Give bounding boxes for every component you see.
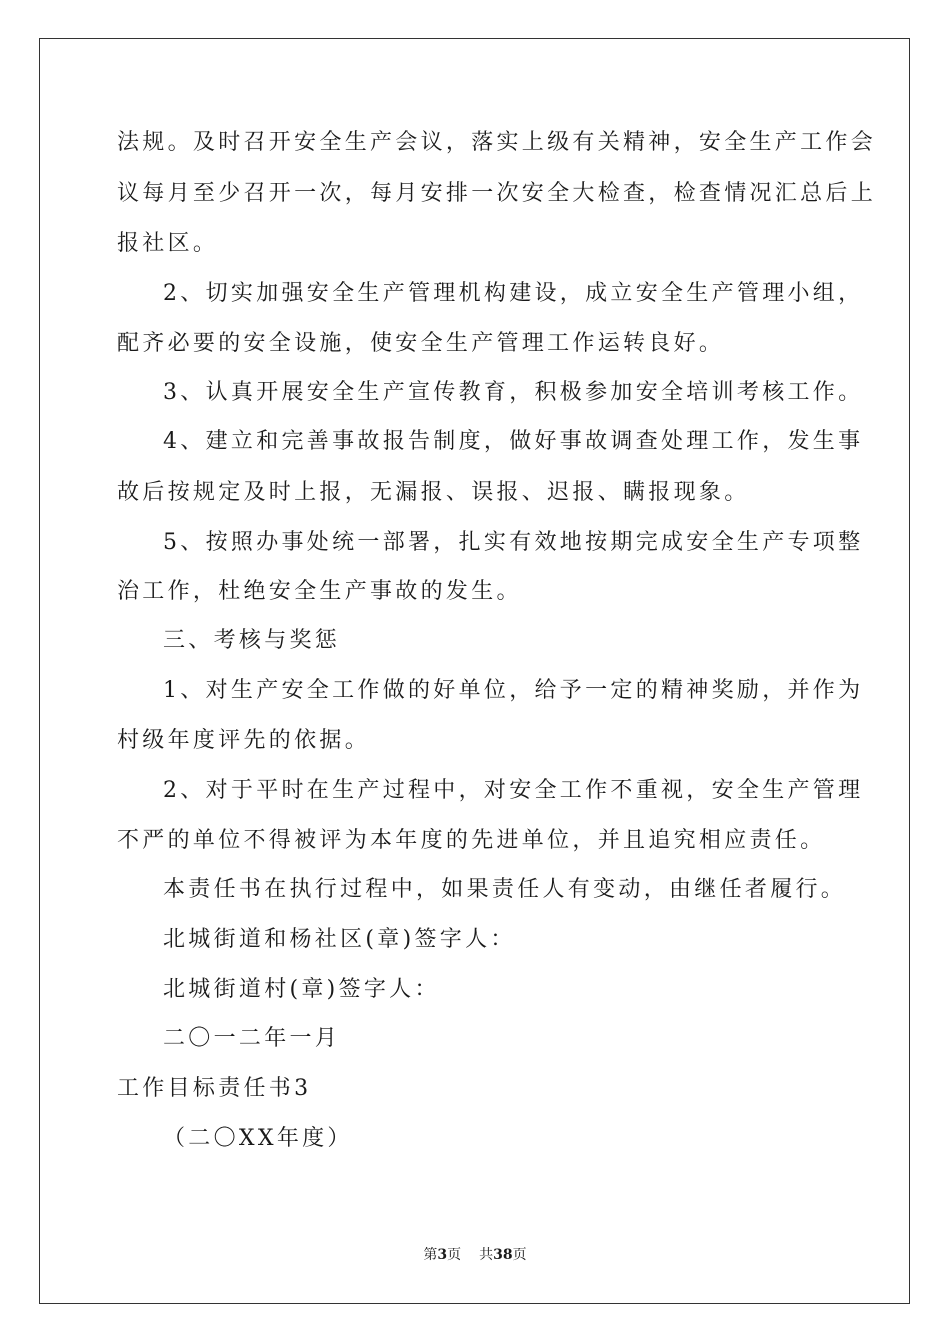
paragraph-line: 议每月至少召开一次，每月安排一次安全大检查，检查情况汇总后上 xyxy=(117,181,877,206)
paragraph-line: 配齐必要的安全设施，使安全生产管理工作运转良好。 xyxy=(117,331,725,356)
paragraph-line: 本责任书在执行过程中，如果责任人有变动，由继任者履行。 xyxy=(163,877,847,902)
paragraph-line: 2、切实加强安全生产管理机构建设，成立安全生产管理小组， xyxy=(163,281,864,306)
page-number-footer xyxy=(0,1244,950,1264)
paragraph-line: 故后按规定及时上报，无漏报、误报、迟报、瞒报现象。 xyxy=(117,480,750,505)
document-title: 工作目标责任书3 xyxy=(117,1076,312,1101)
paragraph-line: 4、建立和完善事故报告制度，做好事故调查处理工作，发生事 xyxy=(163,429,864,454)
paragraph-line: 法规。及时召开安全生产会议，落实上级有关精神，安全生产工作会 xyxy=(117,130,877,155)
paragraph-line: 村级年度评先的依据。 xyxy=(117,728,371,753)
paragraph-line: 3、认真开展安全生产宣传教育，积极参加安全培训考核工作。 xyxy=(163,380,864,405)
total-suffix: 页 xyxy=(512,1247,527,1263)
paragraph-line: 治工作，杜绝安全生产事故的发生。 xyxy=(117,579,522,604)
paragraph-line: 5、按照办事处统一部署，扎实有效地按期完成安全生产专项整 xyxy=(163,530,864,555)
section-heading: 三、考核与奖惩 xyxy=(163,628,341,653)
paragraph-line: 不严的单位不得被评为本年度的先进单位，并且追究相应责任。 xyxy=(117,828,826,853)
total-prefix: 共 xyxy=(479,1247,494,1263)
page-prefix: 第 xyxy=(423,1247,438,1263)
date-line: 二〇一二年一月 xyxy=(163,1026,341,1051)
paragraph-line: 1、对生产安全工作做的好单位，给予一定的精神奖励，并作为 xyxy=(163,678,864,703)
page-suffix: 页 xyxy=(447,1247,462,1263)
total-page-number: 38 xyxy=(493,1247,513,1263)
current-page-number: 3 xyxy=(437,1247,448,1263)
paragraph-line: 2、对于平时在生产过程中，对安全工作不重视，安全生产管理 xyxy=(163,778,864,803)
signature-line: 北城街道和杨社区(章)签字人： xyxy=(163,927,516,952)
page-border xyxy=(39,38,910,1304)
document-subtitle: （二〇XX年度） xyxy=(163,1126,353,1151)
signature-line: 北城街道村(章)签字人： xyxy=(163,977,440,1002)
paragraph-line: 报社区。 xyxy=(117,231,219,256)
